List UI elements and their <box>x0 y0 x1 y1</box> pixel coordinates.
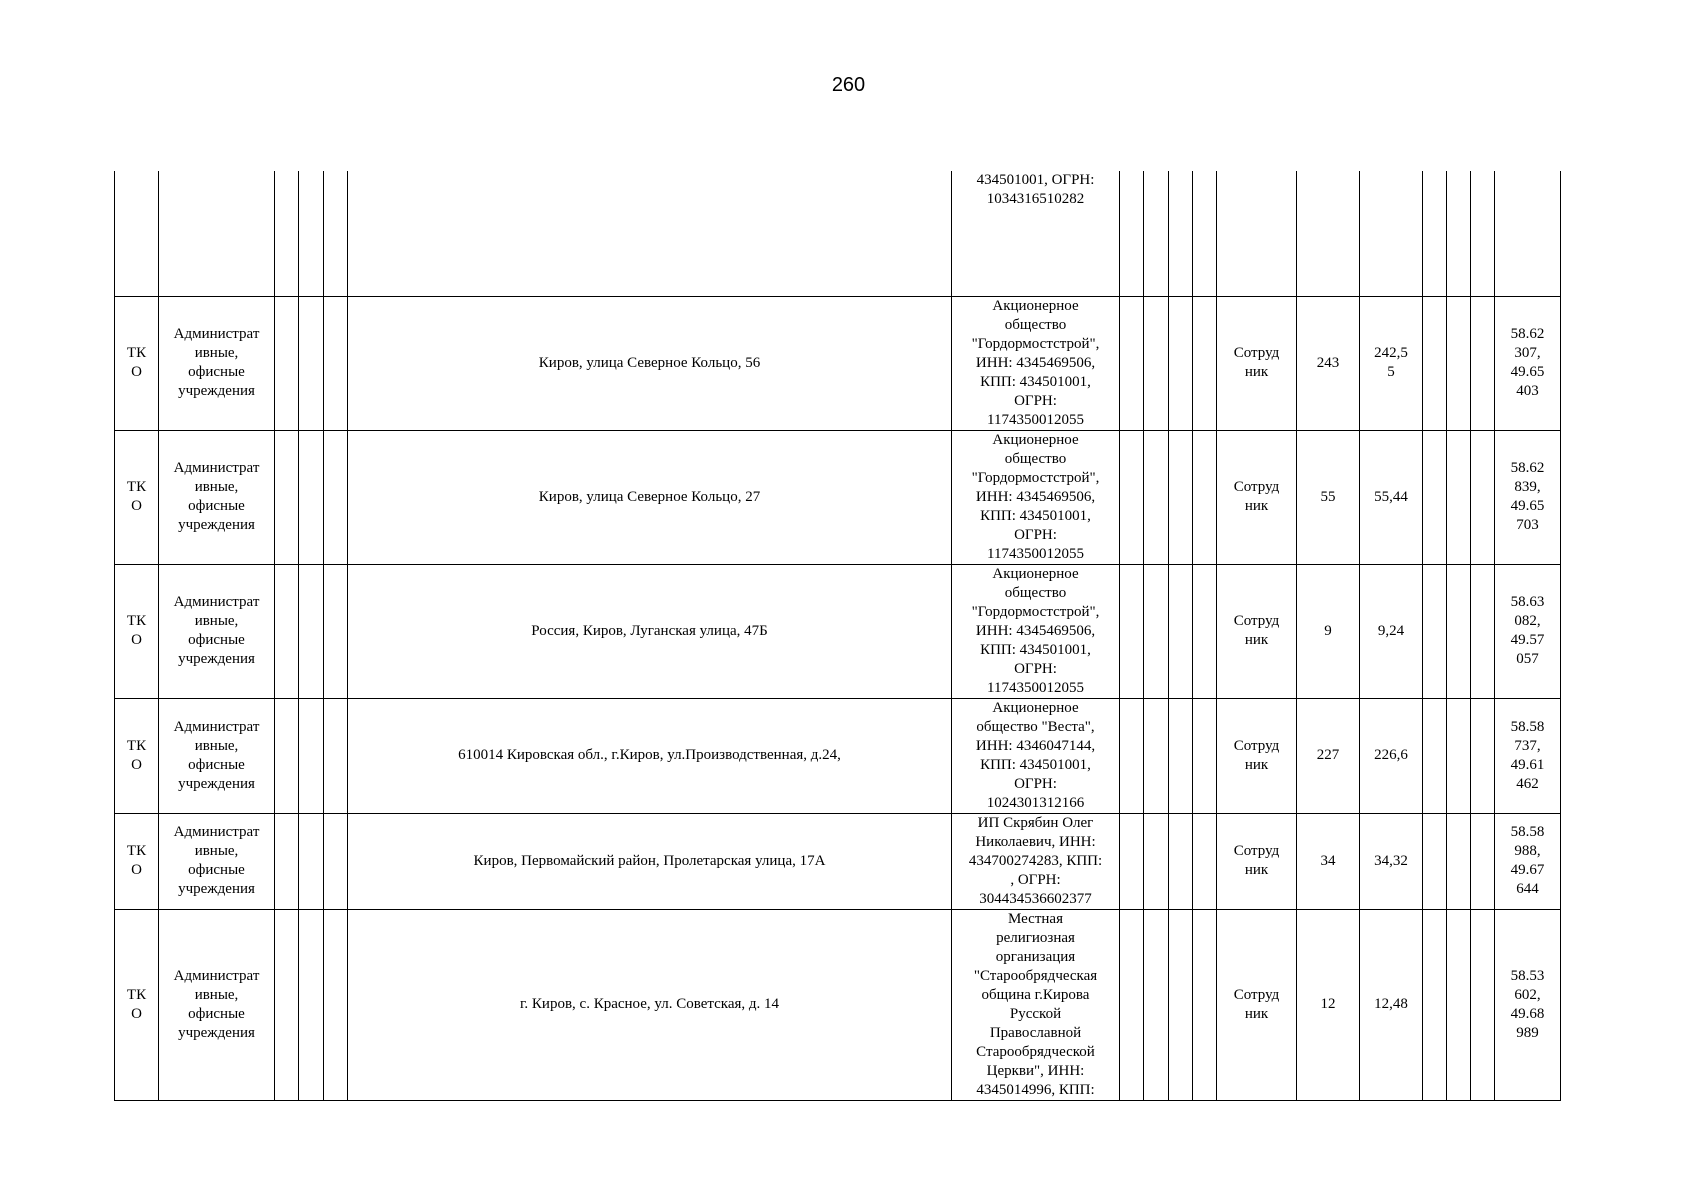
volume-cell-line: 5 <box>1387 364 1395 380</box>
address-cell: Киров, улица Северное Кольцо, 56 <box>348 296 952 430</box>
volume-cell <box>1360 813 1423 909</box>
coordinates-cell-line: 703 <box>1516 517 1539 533</box>
volume-cell-line: 9,24 <box>1377 622 1405 639</box>
empty-cell <box>324 698 348 813</box>
unit-cell <box>1217 296 1297 430</box>
org-cell-line: ИП Скрябин Олег <box>977 814 1094 831</box>
unit-cell-line: ник <box>1244 632 1269 648</box>
coordinates-cell <box>1495 430 1561 564</box>
coordinates-cell-line: 49.67 <box>1510 862 1545 878</box>
count-cell: 55 <box>1297 430 1360 564</box>
volume-cell-line: 55,44 <box>1374 488 1408 505</box>
unit-cell-line: ник <box>1244 1005 1269 1022</box>
category-cell-line: ивные, <box>194 737 239 754</box>
waste-type-cell-line: О <box>131 632 142 648</box>
org-cell-line: Николаевич, ИНН: <box>975 833 1096 850</box>
category-cell-line: офисные <box>188 364 245 380</box>
empty-cell <box>1144 698 1169 813</box>
coordinates-cell-line: 737, <box>1514 737 1541 754</box>
category-cell <box>159 813 275 909</box>
org-cell-line: 1174350012055 <box>987 545 1084 562</box>
waste-type-cell <box>115 296 159 430</box>
org-cell <box>952 909 1120 1100</box>
empty-cell <box>324 171 348 296</box>
empty-cell <box>299 171 324 296</box>
unit-cell-line: Сотруд <box>1233 843 1280 859</box>
empty-cell <box>275 813 299 909</box>
waste-type-cell-line: О <box>131 1005 142 1022</box>
category-cell-line: ивные, <box>194 479 239 495</box>
empty-cell <box>299 813 324 909</box>
table-body <box>115 171 1561 1100</box>
unit-cell-line: ник <box>1244 756 1269 773</box>
table-row <box>115 909 1561 1100</box>
empty-cell <box>1193 171 1217 296</box>
empty-cell <box>1169 698 1193 813</box>
org-cell-line: Русской <box>1009 1005 1062 1022</box>
coordinates-cell-line: 839, <box>1514 479 1541 495</box>
org-cell-line: общество <box>1004 584 1067 601</box>
empty-cell <box>1169 813 1193 909</box>
org-cell-line: ИНН: 4345469506, <box>975 622 1096 639</box>
coordinates-cell-line: 082, <box>1514 613 1541 629</box>
empty-cell <box>324 564 348 698</box>
volume-cell-line: 34,32 <box>1374 852 1408 869</box>
empty-cell <box>1447 813 1471 909</box>
coordinates-cell-line: 602, <box>1514 986 1541 1003</box>
waste-type-cell-line: ТК <box>126 843 147 859</box>
empty-cell <box>1169 564 1193 698</box>
volume-cell-line: 242,5 <box>1374 345 1408 361</box>
coordinates-cell-line: 49.68 <box>1510 1005 1545 1022</box>
volume-cell <box>1360 296 1423 430</box>
empty-cell <box>348 171 952 296</box>
unit-cell <box>1217 564 1297 698</box>
empty-cell <box>1423 171 1447 296</box>
empty-cell <box>299 564 324 698</box>
empty-cell <box>1471 909 1495 1100</box>
org-cell-line: организация <box>995 948 1076 965</box>
org-cell-line: 434501001, ОГРН: <box>976 172 1095 188</box>
org-cell-line: КПП: 434501001, <box>980 507 1091 524</box>
org-cell <box>952 564 1120 698</box>
address-cell: г. Киров, с. Красное, ул. Советская, д. 14 <box>348 909 952 1100</box>
org-cell-line: Акционерное <box>992 431 1079 448</box>
coordinates-cell-line: 057 <box>1516 651 1539 667</box>
empty-cell <box>1193 564 1217 698</box>
org-cell-line: ОГРН: <box>1014 775 1057 792</box>
org-cell-line: "Гордормостстрой", <box>971 335 1100 352</box>
unit-cell-line: Сотруд <box>1233 986 1280 1003</box>
category-cell <box>159 296 275 430</box>
org-cell-line: 1174350012055 <box>987 411 1084 428</box>
waste-type-cell-line: О <box>131 498 142 514</box>
empty-cell <box>1447 564 1471 698</box>
empty-cell <box>275 564 299 698</box>
volume-cell-line: 226,6 <box>1374 747 1408 763</box>
category-cell-line: Администрат <box>173 824 260 840</box>
table-row <box>115 564 1561 698</box>
coordinates-cell <box>1495 698 1561 813</box>
org-cell-line: Местная <box>1008 910 1063 927</box>
coordinates-cell-line: 49.61 <box>1510 756 1545 773</box>
empty-cell <box>1193 909 1217 1100</box>
empty-cell <box>1471 296 1495 430</box>
empty-cell <box>1193 296 1217 430</box>
org-cell <box>952 813 1120 909</box>
coordinates-cell-line: 403 <box>1516 383 1539 399</box>
empty-cell <box>1360 171 1423 296</box>
org-cell-line: Акционерное <box>992 699 1079 716</box>
empty-cell <box>275 698 299 813</box>
coordinates-cell-line: 307, <box>1514 345 1541 361</box>
org-cell-line: общество "Веста", <box>976 718 1095 735</box>
category-cell <box>159 564 275 698</box>
table-row <box>115 430 1561 564</box>
empty-cell <box>1471 698 1495 813</box>
empty-cell <box>1120 909 1144 1100</box>
address-cell: Киров, улица Северное Кольцо, 27 <box>348 430 952 564</box>
org-cell-line: КПП: 434501001, <box>980 756 1091 773</box>
volume-cell <box>1360 698 1423 813</box>
coordinates-cell-line: 58.62 <box>1510 326 1545 342</box>
coordinates-cell <box>1495 296 1561 430</box>
empty-cell <box>1144 430 1169 564</box>
waste-type-cell <box>115 698 159 813</box>
category-cell-line: Администрат <box>173 460 260 476</box>
coordinates-cell-line: 49.65 <box>1510 498 1545 514</box>
address-cell: 610014 Кировская обл., г.Киров, ул.Производственная, д.24, <box>348 698 952 813</box>
org-cell <box>952 698 1120 813</box>
coordinates-cell-line: 49.57 <box>1510 632 1545 648</box>
empty-cell <box>1297 171 1360 296</box>
empty-cell <box>115 171 159 296</box>
empty-cell <box>324 909 348 1100</box>
unit-cell <box>1217 813 1297 909</box>
org-cell-line: 304434536602377 <box>979 890 1092 907</box>
empty-cell <box>1423 813 1447 909</box>
org-cell-line: 1174350012055 <box>987 679 1084 696</box>
org-cell-line: Акционерное <box>992 297 1079 314</box>
empty-cell <box>1169 909 1193 1100</box>
org-cell-line: Православной <box>989 1024 1082 1041</box>
empty-cell <box>1120 296 1144 430</box>
empty-cell <box>324 430 348 564</box>
category-cell-line: Администрат <box>173 967 260 984</box>
org-cell-line: КПП: 434501001, <box>980 641 1091 658</box>
unit-cell-line: ник <box>1244 364 1269 380</box>
empty-cell <box>299 909 324 1100</box>
empty-cell <box>1471 564 1495 698</box>
empty-cell <box>1217 171 1297 296</box>
empty-cell <box>1447 296 1471 430</box>
waste-type-cell-line: ТК <box>126 479 147 495</box>
waste-type-cell <box>115 564 159 698</box>
org-cell-line: "Гордормостстрой", <box>971 603 1100 620</box>
org-cell-line: 1024301312166 <box>986 794 1085 811</box>
unit-cell-line: ник <box>1244 498 1269 514</box>
unit-cell-line: Сотруд <box>1233 479 1280 495</box>
empty-cell <box>1144 296 1169 430</box>
org-cell-line: , ОГРН: <box>1010 871 1061 888</box>
empty-cell <box>299 698 324 813</box>
empty-cell <box>1120 430 1144 564</box>
org-cell-line: "Гордормостстрой", <box>971 469 1100 486</box>
count-cell: 227 <box>1297 698 1360 813</box>
empty-cell <box>275 909 299 1100</box>
empty-cell <box>1120 698 1144 813</box>
count-cell: 9 <box>1297 564 1360 698</box>
empty-cell <box>275 171 299 296</box>
empty-cell <box>1423 698 1447 813</box>
org-cell-line: ИНН: 4346047144, <box>975 737 1096 754</box>
coordinates-cell-line: 49.65 <box>1510 364 1545 380</box>
empty-cell <box>299 296 324 430</box>
empty-cell <box>1193 698 1217 813</box>
empty-cell <box>1120 813 1144 909</box>
org-cell-line: общество <box>1004 450 1067 467</box>
waste-type-cell-line: ТК <box>126 345 147 361</box>
category-cell-line: Администрат <box>173 594 260 610</box>
category-cell-line: ивные, <box>194 613 239 629</box>
empty-cell <box>1144 171 1169 296</box>
empty-cell <box>1447 909 1471 1100</box>
table-row <box>115 296 1561 430</box>
empty-cell <box>1193 430 1217 564</box>
category-cell-line: учреждения <box>178 775 255 792</box>
org-cell-line: Старообрядческой <box>976 1043 1095 1060</box>
org-cell-line: ИНН: 4345469506, <box>975 354 1096 371</box>
category-cell-line: офисные <box>188 1005 245 1022</box>
empty-cell <box>1120 171 1144 296</box>
org-cell-line: ОГРН: <box>1014 660 1057 677</box>
empty-cell <box>1423 909 1447 1100</box>
volume-cell-line: 12,48 <box>1374 996 1408 1012</box>
waste-type-cell-line: ТК <box>126 737 147 754</box>
table-row-continuation <box>115 171 1561 296</box>
org-cell <box>952 171 1120 296</box>
coordinates-cell <box>1495 813 1561 909</box>
unit-cell-line: ник <box>1244 862 1269 878</box>
waste-type-cell-line: О <box>131 756 142 773</box>
coordinates-cell-line: 988, <box>1514 843 1541 859</box>
empty-cell <box>1120 564 1144 698</box>
org-cell-line: КПП: 434501001, <box>980 373 1091 390</box>
empty-cell <box>1169 430 1193 564</box>
category-cell <box>159 430 275 564</box>
empty-cell <box>1423 564 1447 698</box>
coordinates-cell-line: 58.62 <box>1510 460 1545 476</box>
org-cell-line: ОГРН: <box>1014 392 1057 409</box>
coordinates-cell-line: 644 <box>1516 881 1539 897</box>
waste-type-cell-line: ТК <box>126 986 147 1003</box>
empty-cell <box>299 430 324 564</box>
unit-cell <box>1217 909 1297 1100</box>
unit-cell-line: Сотруд <box>1233 613 1280 629</box>
org-cell <box>952 296 1120 430</box>
category-cell-line: офисные <box>188 632 245 648</box>
coordinates-cell-line: 58.58 <box>1510 718 1545 735</box>
category-cell-line: офисные <box>188 862 245 878</box>
empty-cell <box>1169 296 1193 430</box>
category-cell-line: учреждения <box>178 1024 255 1041</box>
table-row <box>115 813 1561 909</box>
empty-cell <box>1447 171 1471 296</box>
table-row <box>115 698 1561 813</box>
coordinates-cell <box>1495 564 1561 698</box>
empty-cell <box>1144 813 1169 909</box>
empty-cell <box>324 813 348 909</box>
empty-cell <box>1144 909 1169 1100</box>
org-cell-line: ОГРН: <box>1014 526 1057 543</box>
category-cell-line: ивные, <box>194 843 239 859</box>
unit-cell-line: Сотруд <box>1233 737 1280 754</box>
waste-type-cell <box>115 430 159 564</box>
org-cell-line: Церкви", ИНН: <box>986 1062 1085 1079</box>
empty-cell <box>1423 430 1447 564</box>
org-cell-line: 4345014996, КПП: <box>976 1081 1095 1098</box>
unit-cell-line: Сотруд <box>1233 345 1280 361</box>
org-cell-line: общество <box>1004 316 1067 333</box>
org-cell-line: община г.Кирова <box>981 986 1090 1003</box>
volume-cell <box>1360 430 1423 564</box>
org-cell-line: "Старообрядческая <box>973 967 1098 984</box>
waste-type-cell-line: О <box>131 862 142 878</box>
empty-cell <box>1447 430 1471 564</box>
waste-registry-table <box>114 171 1561 1101</box>
org-cell-line: ИНН: 4345469506, <box>975 488 1096 505</box>
category-cell-line: Администрат <box>173 718 260 735</box>
category-cell-line: Администрат <box>173 326 260 342</box>
empty-cell <box>1495 171 1561 296</box>
empty-cell <box>1447 698 1471 813</box>
empty-cell <box>1169 171 1193 296</box>
coordinates-cell-line: 58.58 <box>1510 824 1545 840</box>
waste-type-cell-line: О <box>131 364 142 380</box>
category-cell <box>159 698 275 813</box>
category-cell-line: учреждения <box>178 517 255 533</box>
waste-type-cell-line: ТК <box>126 613 147 629</box>
page-number: 260 <box>831 74 866 96</box>
empty-cell <box>1423 296 1447 430</box>
empty-cell <box>159 171 275 296</box>
empty-cell <box>1144 564 1169 698</box>
waste-type-cell <box>115 909 159 1100</box>
org-cell <box>952 430 1120 564</box>
empty-cell <box>1471 171 1495 296</box>
count-cell: 34 <box>1297 813 1360 909</box>
coordinates-cell-line: 58.63 <box>1510 594 1545 610</box>
volume-cell <box>1360 909 1423 1100</box>
count-cell: 243 <box>1297 296 1360 430</box>
category-cell-line: учреждения <box>178 881 255 897</box>
address-cell: Россия, Киров, Луганская улица, 47Б <box>348 564 952 698</box>
unit-cell <box>1217 698 1297 813</box>
category-cell-line: офисные <box>188 756 245 773</box>
category-cell-line: учреждения <box>178 651 255 667</box>
empty-cell <box>324 296 348 430</box>
empty-cell <box>1471 430 1495 564</box>
category-cell-line: ивные, <box>194 986 239 1003</box>
empty-cell <box>275 430 299 564</box>
category-cell <box>159 909 275 1100</box>
coordinates-cell <box>1495 909 1561 1100</box>
org-cell-line: Акционерное <box>992 565 1079 582</box>
coordinates-cell-line: 989 <box>1516 1024 1539 1041</box>
coordinates-cell-line: 462 <box>1516 775 1539 792</box>
category-cell-line: ивные, <box>194 345 239 361</box>
coordinates-cell-line: 58.53 <box>1510 967 1545 984</box>
count-cell: 12 <box>1297 909 1360 1100</box>
empty-cell <box>1193 813 1217 909</box>
empty-cell <box>1471 813 1495 909</box>
category-cell-line: офисные <box>188 498 245 514</box>
org-cell-line: 1034316510282 <box>986 191 1085 207</box>
unit-cell <box>1217 430 1297 564</box>
empty-cell <box>275 296 299 430</box>
org-cell-line: 434700274283, КПП: <box>968 852 1103 869</box>
waste-type-cell <box>115 813 159 909</box>
category-cell-line: учреждения <box>178 383 255 399</box>
org-cell-line: религиозная <box>996 929 1075 946</box>
volume-cell <box>1360 564 1423 698</box>
address-cell: Киров, Первомайский район, Пролетарская улица, 17А <box>348 813 952 909</box>
